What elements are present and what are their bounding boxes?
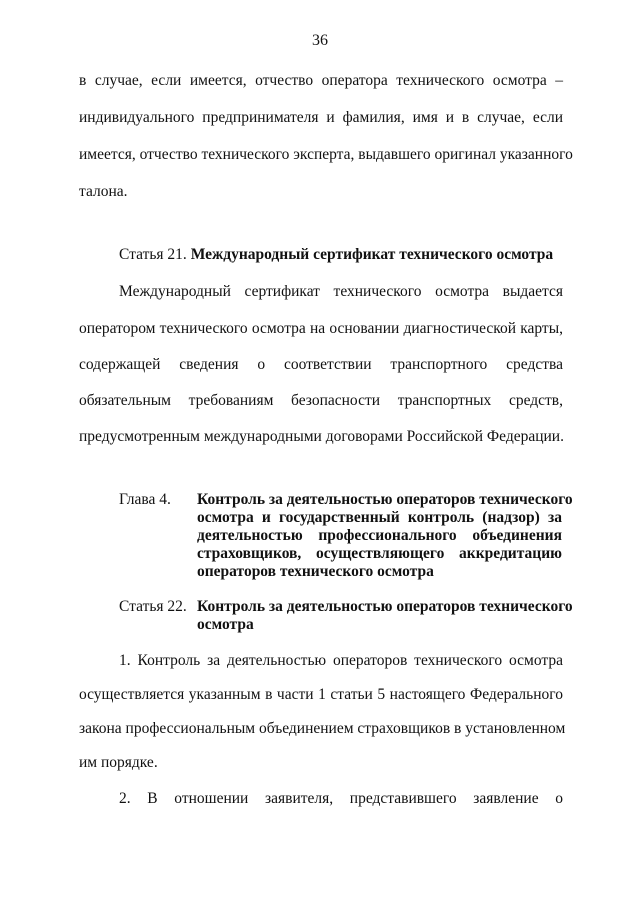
intro-line-2: индивидуального предпринимателя и фамилия, имя и в случае, если [79, 109, 563, 126]
chapter-4-title-line-5: операторов технического осмотра [197, 563, 434, 580]
intro-line-4: талона. [79, 183, 128, 200]
article-21-line-3: содержащей сведения о соответствии транспортного средства [79, 356, 563, 373]
chapter-4-title-line-4: страховщиков, осуществляющего аккредитацию [197, 545, 562, 562]
article-22-para-1-line-3: закона профессиональным объединением страховщиков в установленном [79, 720, 566, 737]
article-22-para-1-line-2: осуществляется указанным в части 1 статьи 5 настоящего Федерального [79, 686, 563, 703]
article-22-label: Статья 22. [119, 598, 187, 615]
chapter-4-title-line-2: осмотра и государственный контроль (надзор) за [197, 509, 562, 526]
intro-line-1: в случае, если имеется, отчество оператора технического осмотра – [79, 72, 563, 89]
article-22-title-line-1: Контроль за деятельностью операторов технического [197, 598, 573, 615]
chapter-4-label: Глава 4. [119, 491, 171, 508]
article-21-line-4: обязательным требованиям безопасности транспортных средств, [79, 392, 563, 409]
article-21-line-5: предусмотренным международными договорами Российской Федерации. [79, 428, 564, 445]
intro-line-3: имеется, отчество технического эксперта, выдавшего оригинал указанного [79, 146, 573, 163]
article-22-para-2-line-1: 2. В отношении заявителя, представившего заявление о [119, 790, 563, 807]
article-22-title-line-2: осмотра [197, 616, 254, 633]
article-21-line-2: оператором технического осмотра на основании диагностической карты, [79, 320, 563, 337]
article-21-heading [119, 245, 553, 265]
chapter-4-title-line-1: Контроль за деятельностью операторов технического [197, 491, 573, 508]
article-22-para-1-line-4: им порядке. [79, 754, 158, 771]
article-21-line-1: Международный сертификат технического осмотра выдается [119, 283, 563, 300]
page-number: 36 [312, 32, 328, 49]
article-22-para-1-line-1: 1. Контроль за деятельностью операторов технического осмотра [119, 652, 563, 669]
article-21-title: Международный сертификат технического осмотра [190, 246, 554, 263]
article-21-label: Статья 21. [119, 246, 187, 263]
chapter-4-title-line-3: деятельностью профессионального объединения [197, 527, 562, 544]
